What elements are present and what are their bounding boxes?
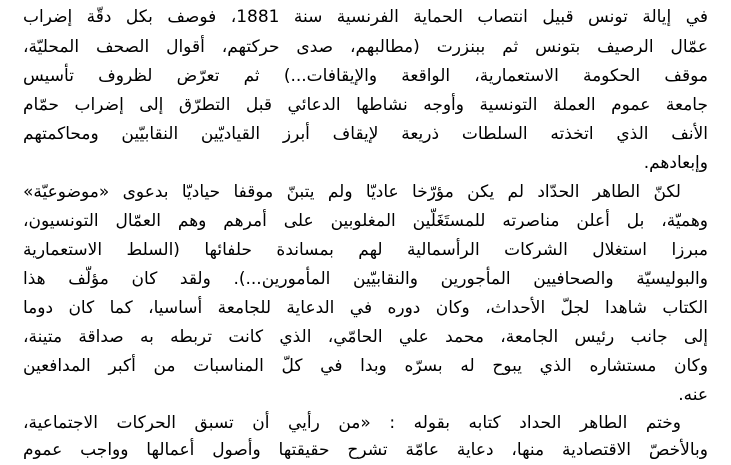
text-line-8: وهميّة، بل أعلن مناصرته للمستَغَلّين المغلوبين على أمرهم وهم العمّال التونسيون، [23, 211, 708, 231]
text-line-11: الكتاب شاهدا لجلّ الأحداث، وكان دوره في الدعاية للجامعة أساسيا، كما كان دوما [23, 298, 708, 318]
text-line-5: الأنف الذي اتخذته السلطات ذريعة لإيقاف أبرز القياديّين النقابيّين ومحاكمتهم [23, 124, 708, 144]
text-line-15: وختم الطاهر الحداد كتابه بقوله : «من رأيي أن تسبق الحركات الاجتماعية، [23, 413, 681, 433]
text-line-4: جامعة عموم العملة التونسية وأوجه نشاطها الدعائي قبل التطرّق إلى إضراب حمّام [23, 95, 708, 115]
text-line-12: إلى جانب رئيس الجامعة، محمد علي الحامّي، الذي كانت تربطه به صداقة متينة، [23, 327, 708, 347]
text-line-1: في إيالة تونس قبيل انتصاب الحماية الفرنسية سنة 1881، فوصف بكل دقّة إضراب [23, 7, 708, 27]
text-line-2: عمّال الرصيف بتونس ثم ببنزرت (مطالبهم، صدى حركتهم، أقوال الصحف المحليّة، [23, 37, 708, 57]
text-line-3: موقف الحكومة الاستعمارية، الواقعة والإيقافات...) ثم تعرّض لظروف تأسيس [23, 66, 708, 86]
text-line-7: لكنّ الطاهر الحدّاد لم يكن مؤرّخا عاديّا ولم يتبنّ موقفا حياديّا بدعوى «موضوعيّة» [23, 182, 681, 202]
text-line-9: مبرزا استغلال الشركات الرأسمالية لهم بمساندة حلفائها (السلط الاستعمارية [23, 240, 708, 260]
text-line-16: وبالأخصّ الاقتصادية منها، دعاية عامّة تشرح حقيقتها وأصول أعمالها وواجب عموم [23, 440, 708, 460]
text-line-10: والبوليسيّة والصحافيين المأجورين والنقابيّين المأمورين...). ولقد كان مؤلّف هذا [23, 269, 708, 289]
text-line-14: عنه. [678, 385, 708, 405]
text-line-13: وكان مستشاره الذي يبوح له بسرّه وبدا في كلّ المناسبات من أكبر المدافعين [23, 356, 708, 376]
text-line-6: وإبعادهم. [643, 153, 708, 173]
